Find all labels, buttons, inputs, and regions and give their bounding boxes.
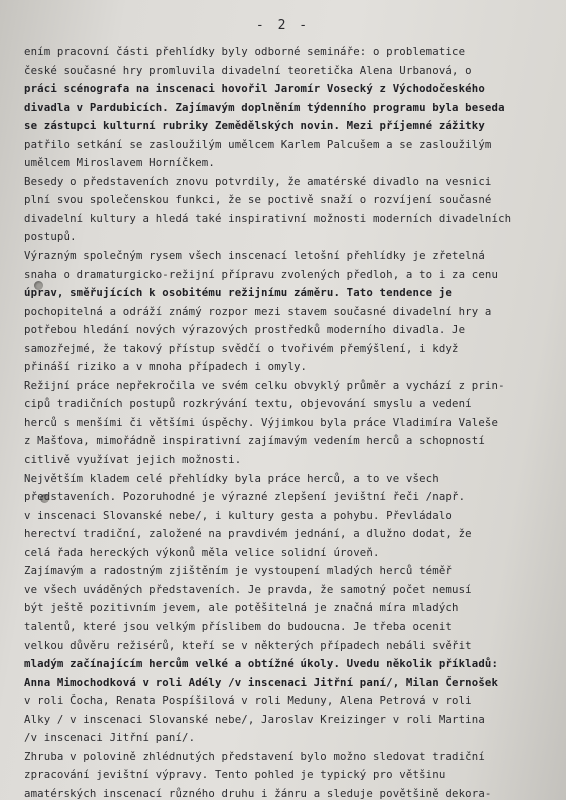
text-line: /v inscenaci Jitřní paní/. — [24, 731, 196, 745]
text-line: Výrazným společným rysem všech inscenací letošní přehlídky je zřetelná — [24, 249, 485, 263]
text-line: Anna Mimochodková v roli Adély /v inscenaci Jitřní paní/, Milan Černošek — [24, 675, 499, 689]
text-line: ve všech uváděných představeních. Je pravda, že samotný počet nemusí — [24, 582, 472, 596]
text-line: v inscenaci Slovanské nebe/, i kultury gesta a pohybu. Převládalo — [24, 508, 452, 522]
text-line: celá řada hereckých výkonů měla velice solidní úroveň. — [24, 545, 380, 559]
text-line: práci scénografa na inscenaci hovořil Jaromír Vosecký z Východočeského — [24, 82, 485, 96]
text-line: umělcem Miroslavem Horníčkem. — [24, 156, 215, 170]
text-line: z Mašťova, mimořádně inspirativní zajímavým vedením herců a schopností — [24, 434, 485, 448]
page-number: - 2 - — [255, 18, 311, 33]
text-line: plní svou společenskou funkci, že se poctivě snaží o rozvíjení současné — [24, 193, 492, 207]
text-line: Alky / v inscenaci Slovanské nebe/, Jaroslav Kreizinger v roli Martina — [24, 712, 485, 726]
text-line: se zástupci kulturní rubriky Zemědělských novin. Mezi příjemné zážitky — [24, 119, 485, 133]
text-line: cipů tradičních postupů rozkrývání textu, objevování smyslu a vedení — [24, 397, 472, 411]
text-line: samozřejmé, že takový přístup svědčí o tvořivém přemýšlení, i když — [24, 341, 459, 355]
text-line: divadla v Pardubicích. Zajímavým doplněním týdenního programu byla beseda — [24, 100, 505, 114]
text-line: být ještě pozitivním jevem, ale potěšitelná je značná míra mladých — [24, 601, 459, 615]
text-line: úprav, směřujících k osobitému režijnímu záměru. Tato tendence je — [24, 286, 452, 300]
text-line: postupů. — [24, 230, 77, 244]
text-line: přináší riziko a v mnoha případech i omyly. — [24, 360, 308, 374]
text-line: potřebou hledání nových výrazových prostředků moderního divadla. Je — [24, 323, 466, 337]
text-line: Zajímavým a radostným zjištěním je vystoupení mladých herců téměř — [24, 564, 452, 578]
text-line: představeních. Pozoruhodné je výrazné zlepšení jevištní řeči /např. — [24, 490, 466, 504]
text-line: Největším kladem celé přehlídky byla práce herců, a to ve všech — [24, 471, 439, 485]
text-line: Zhruba v polovině zhlédnutých představení bylo možno sledovat tradiční — [24, 749, 485, 763]
text-line: zpracování jevištní výpravy. Tento pohled je typický pro většinu — [24, 768, 446, 782]
text-line: mladým začínajícím hercům velké a obtížné úkoly. Uvedu několik příkladů: — [24, 657, 499, 671]
text-line: velkou důvěru režisérů, kteří se v některých případech nebáli svěřit — [24, 638, 472, 652]
text-line: v roli Čocha, Renata Pospíšilová v roli Meduny, Alena Petrová v roli — [24, 694, 472, 708]
body-text — [24, 43, 554, 800]
text-line: patřilo setkání se zasloužilým umělcem Karlem Palcušem a se zasloužilým — [24, 137, 492, 151]
text-line: herců s menšími či většími úspěchy. Výjimkou byla práce Vladimíra Valeše — [24, 415, 499, 429]
text-line: pochopitelná a odráží známý rozpor mezi stavem současné divadelní hry a — [24, 304, 492, 318]
text-line: Besedy o představeních znovu potvrdily, že amatérské divadlo na vesnici — [24, 174, 492, 188]
text-line: citlivě využívat jejich možnosti. — [24, 453, 242, 467]
text-line: snaha o dramaturgicko-režijní přípravu zvolených předloh, a to i za cenu — [24, 267, 499, 281]
text-line: české současné hry promluvila divadelní teoretička Alena Urbanová, o — [24, 63, 472, 77]
text-line: talentů, které jsou velkým příslibem do budoucna. Je třeba ocenit — [24, 619, 452, 633]
text-line: divadelní kultury a hledá také inspirativní možnosti moderních divadelních — [24, 211, 512, 225]
text-line: ením pracovní části přehlídky byly odborné semináře: o problematice — [24, 45, 466, 58]
text-line: amatérských inscenací různého druhu i žánru a sleduje povětšině dekora- — [24, 786, 492, 800]
text-line: herectví tradiční, založené na pravdivém jednání, a dlužno dodat, že — [24, 527, 472, 541]
text-line: Režijní práce nepřekročila ve svém celku obvyklý průměr a vychází z prin- — [24, 378, 505, 392]
